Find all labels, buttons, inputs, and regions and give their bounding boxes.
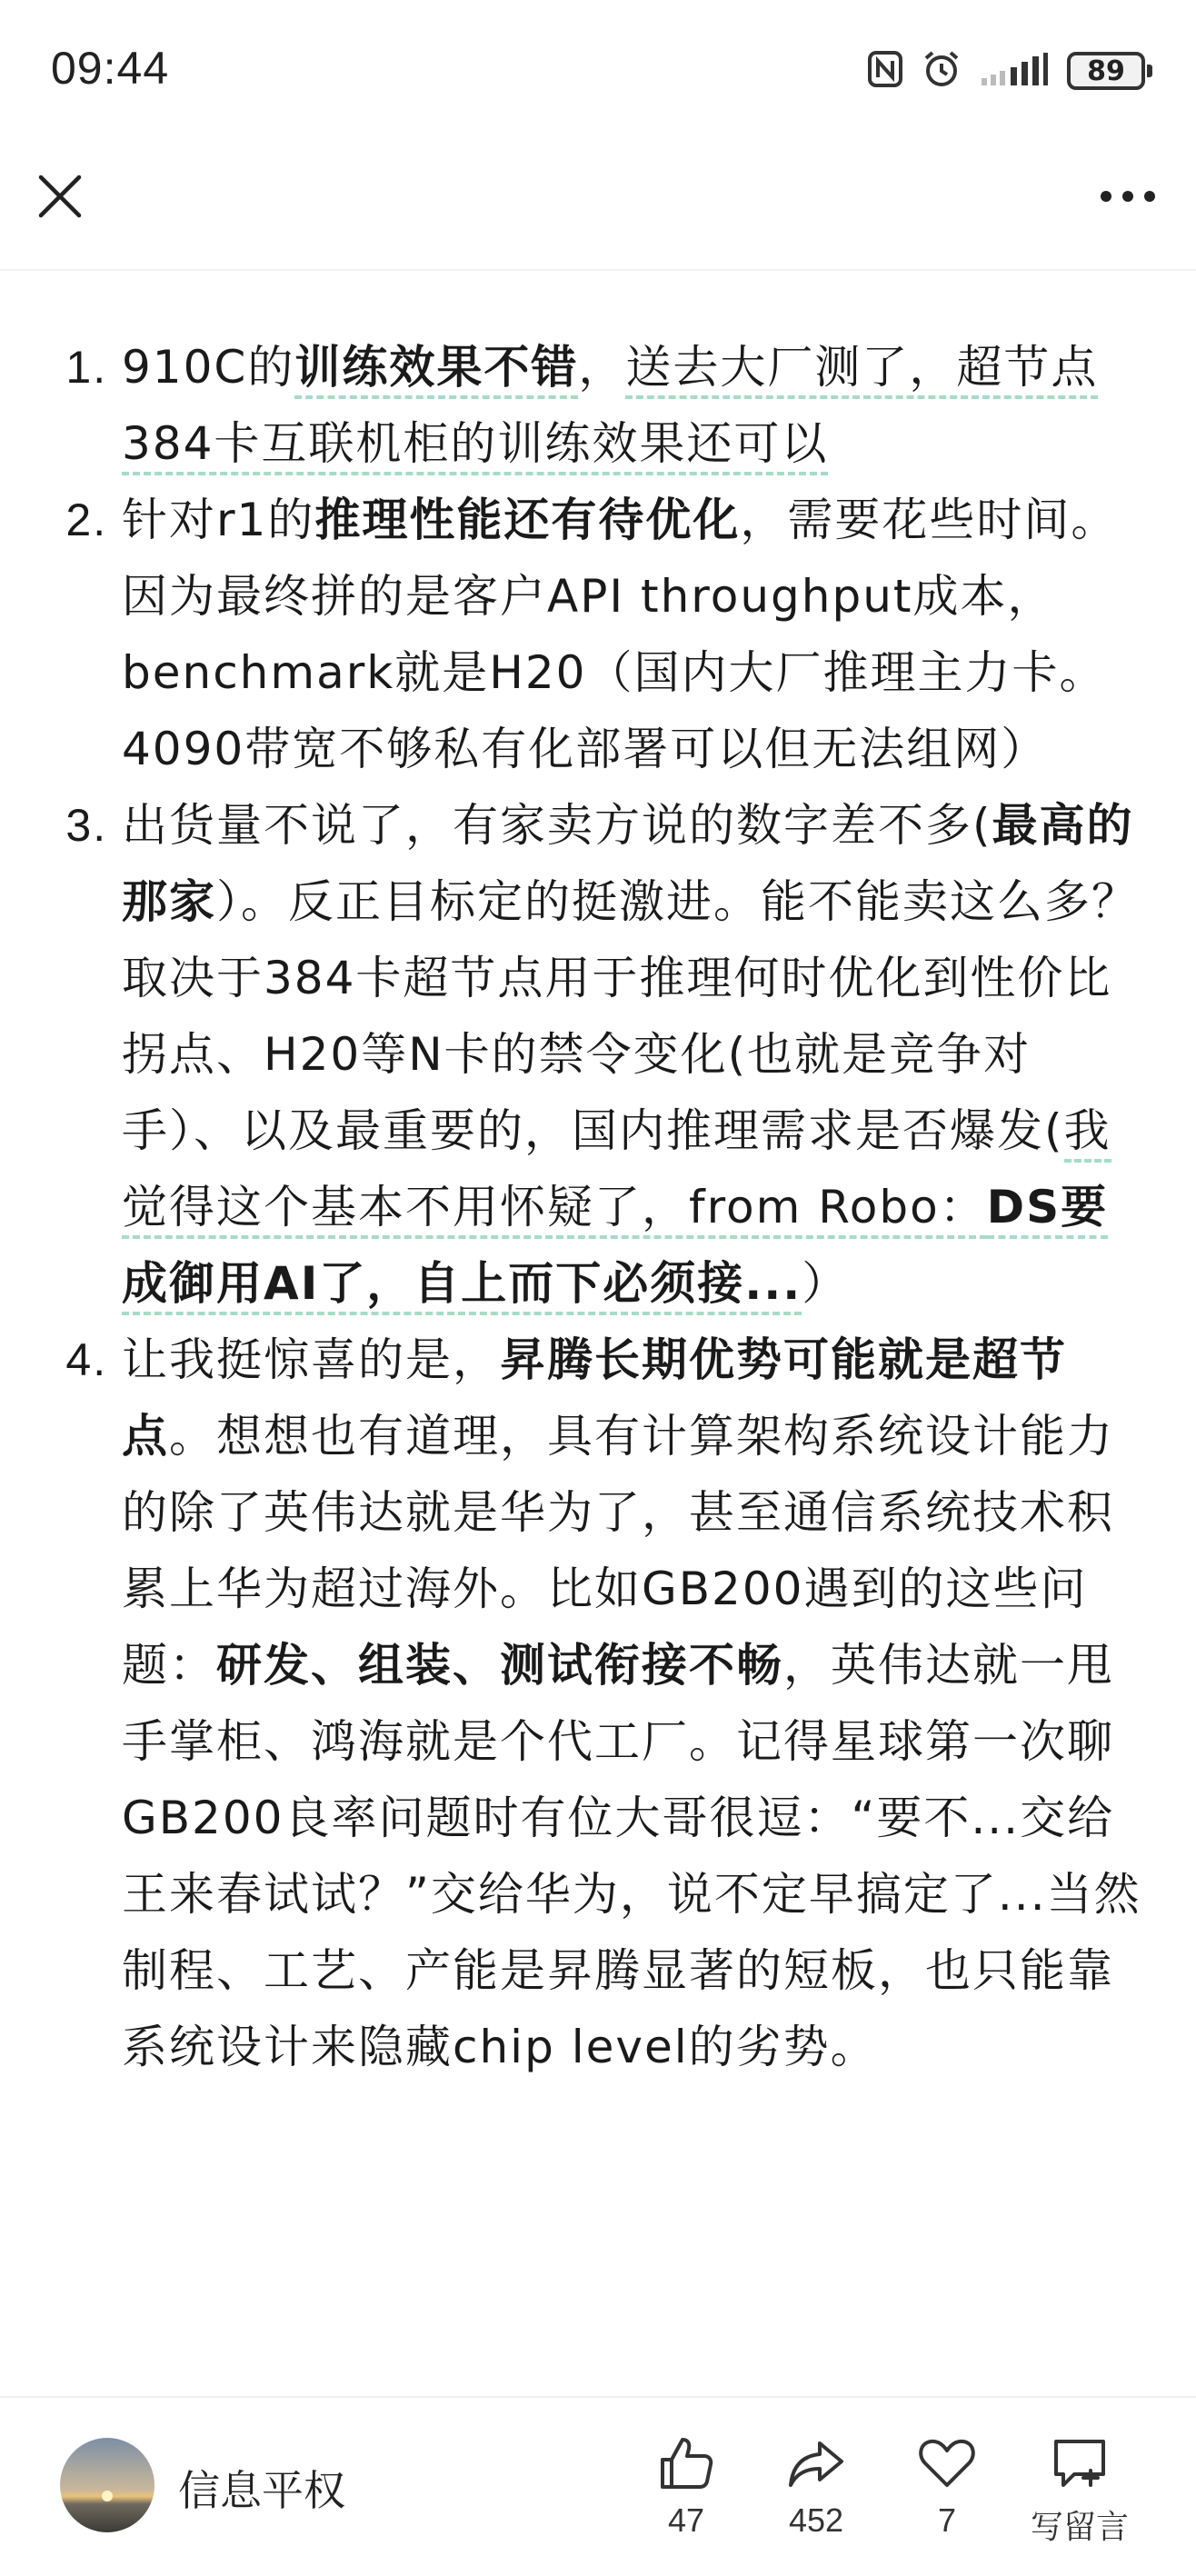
bottom-bar [0,2396,1196,2576]
like-button[interactable] [632,2434,741,2540]
battery-icon [1067,52,1145,90]
text-segment: ）。反正目标定的挺激进。能不能卖这么多？取决于384卡超节点用于推理何时优化到性价比拐点、H20等N卡的禁令变化(也就是竞争对手）、以及最重要的，国内推理需求是否爆发( [122,875,1139,1157]
text-segment: 针对r1的 [122,494,315,546]
favorite-button[interactable] [892,2434,1002,2540]
list-item [122,329,1143,482]
alarm-icon [922,49,962,93]
status-time: 09:44 [51,43,170,94]
comment-button[interactable] [1025,2434,1134,2548]
battery-level: 89 [1087,55,1125,87]
text-segment: 。想想也有道理，具有计算架构系统设计能力的除了英伟达就是华为了，甚至通信系统技术积累上华为超过海外。比如GB200遇到的这些问题： [122,1410,1114,1692]
close-button[interactable] [27,164,93,229]
more-button[interactable] [1087,164,1169,229]
status-bar [0,0,1196,136]
bold-text: 昇腾长期优势可能就是超节点 [122,1333,1067,1463]
more-icon [1100,190,1156,203]
list-item [122,787,1143,1322]
author-avatar[interactable] [60,2438,154,2532]
author-name[interactable]: 信息平权 [178,2466,345,2515]
text-segment: 910C的 [122,341,295,394]
text-segment: 出货量不说了，有家卖方说的数字差不多( [122,799,992,852]
article-list [62,329,1143,2085]
bold-text: 最高的那家 [122,799,1134,928]
top-bar [0,136,1196,271]
text-segment: ，英伟达就一甩手掌柜、鸿海就是个代工厂。记得星球第一次聊GB200良率问题时有位大哥很逗：“要不...交给王来春试试？”交给华为，说不定早搞定了...当然制程、工艺、产能是昇腾显著的短板，也只能靠系统设计来隐藏chip level的劣势。 [122,1639,1141,2073]
list-item [122,482,1143,787]
bold-text: 推理性能还有待优化 [314,494,741,546]
nfc-icon [867,50,903,92]
thumbs-up-icon [657,2434,715,2492]
text-segment: 送去大厂测了，超节点384卡互联机柜的训练效果还可以 [122,341,1098,475]
text-segment: ， [578,341,626,394]
share-button[interactable] [762,2434,871,2540]
text-segment: ，需要花些时间。因为最终拼的是客户API throughput成本，benchmark就是H20（国内大厂推理主力卡。4090带宽不够私有化部署可以但无法组网） [122,494,1119,775]
like-count: 47 [667,2501,705,2539]
status-icons [867,47,1145,95]
bold-text: DS要成御用AI了，自上而下必须接... [122,1181,1108,1315]
share-icon [787,2434,845,2492]
text-segment: 我觉得这个基本不用怀疑了，from Robo： [122,1104,1111,1239]
text-segment: 让我挺惊喜的是， [122,1333,500,1386]
bold-text: 训练效果不错 [294,341,578,399]
comment-add-icon [1051,2434,1109,2492]
comment-label: 写留言 [1030,2509,1129,2546]
favorite-count: 7 [937,2501,957,2539]
share-count: 452 [788,2501,844,2539]
article-content [62,329,1143,2085]
text-segment: ） [802,1257,850,1310]
bold-text: 研发、组装、测试衔接不畅 [216,1639,783,1692]
close-icon [37,174,83,219]
signal-icon [980,51,1049,91]
list-item [122,1322,1143,2085]
heart-icon [918,2434,976,2492]
